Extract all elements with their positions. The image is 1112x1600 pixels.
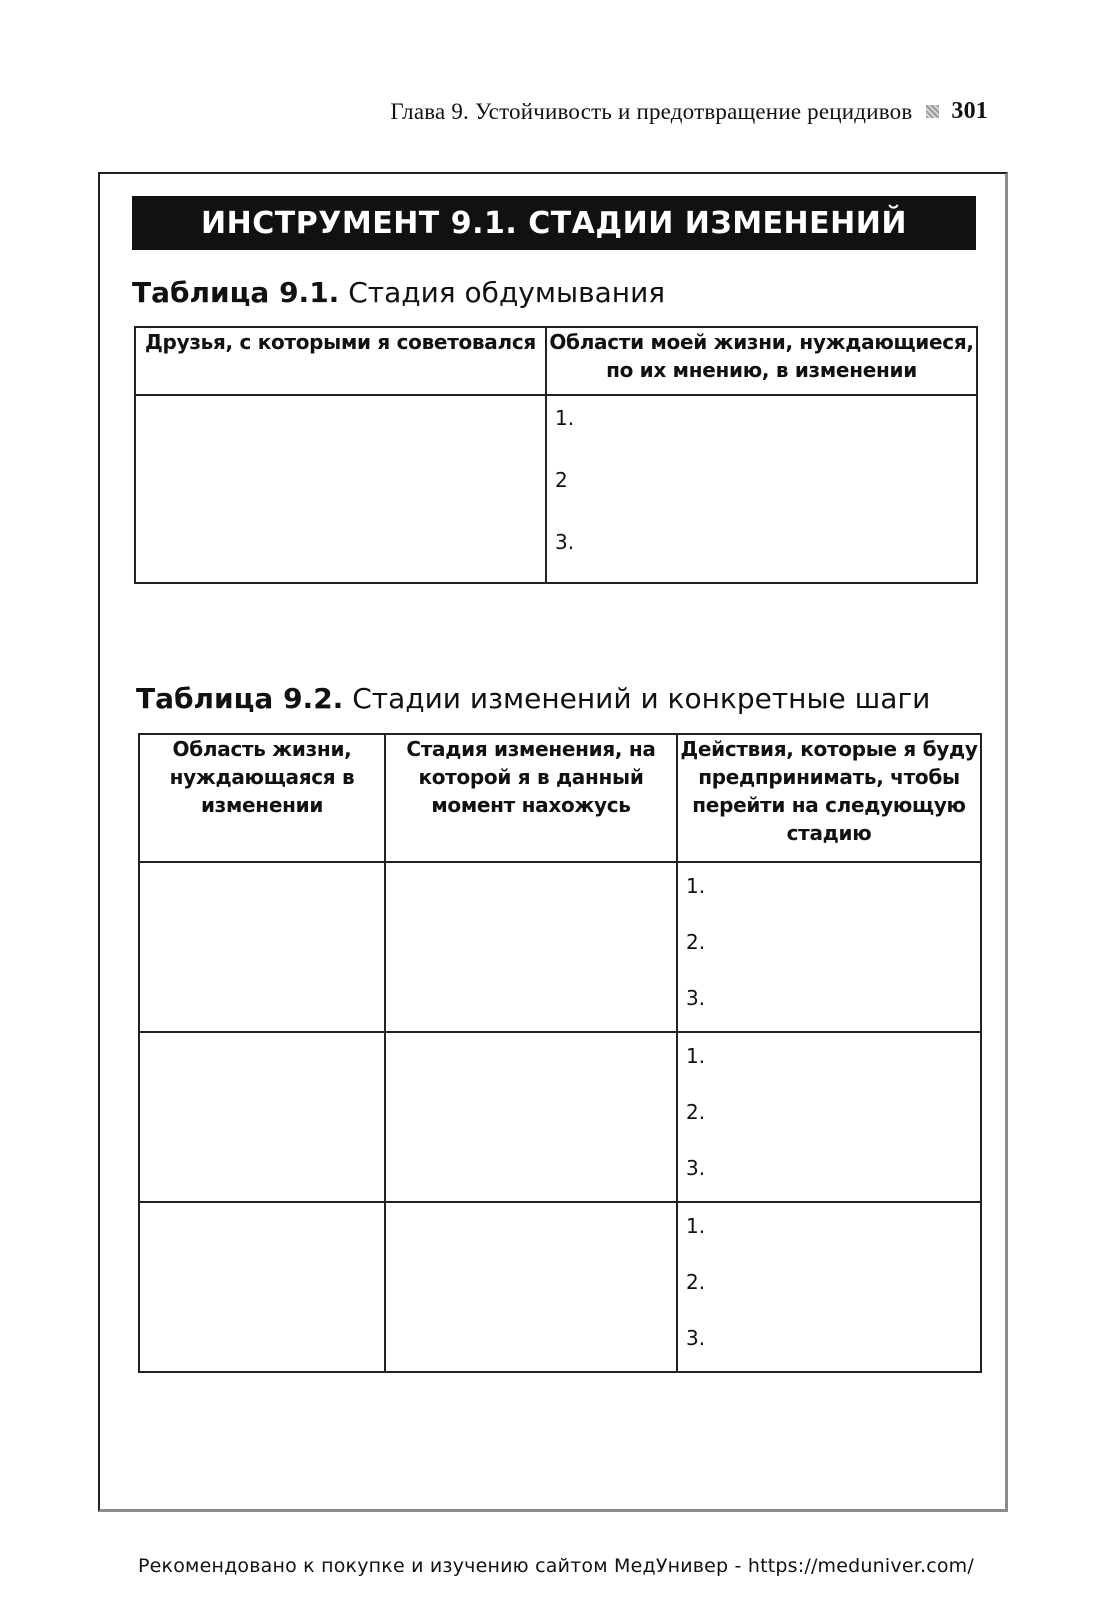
table-row (139, 1032, 981, 1202)
table2-caption (136, 682, 930, 715)
numbered-list (678, 1033, 980, 1201)
table1-caption-text: Стадия обдумывания (348, 276, 666, 309)
table-row (139, 862, 981, 1032)
list-item: 1. (686, 1044, 706, 1068)
table2-area-cell[interactable] (139, 1032, 385, 1202)
table1-areas-cell[interactable] (546, 395, 977, 583)
table2-caption-text: Стадии изменений и конкретные шаги (352, 682, 931, 715)
table1-caption (132, 276, 665, 309)
list-item: 1. (686, 874, 706, 898)
list-item: 3. (686, 1326, 706, 1350)
list-item: 3. (686, 1156, 706, 1180)
table2-area-cell[interactable] (139, 862, 385, 1032)
running-header (390, 98, 988, 125)
table2-actions-cell[interactable] (677, 862, 981, 1032)
footer-note: Рекомендовано к покупке и изучению сайтом МедУнивер - https://meduniver.com/ (138, 1555, 974, 1577)
list-item: 2 (555, 468, 568, 492)
numbered-list (547, 396, 976, 582)
table1-friends-cell[interactable] (135, 395, 546, 583)
table2-actions-cell[interactable] (677, 1032, 981, 1202)
table1-caption-label: Таблица 9.1. (132, 276, 340, 309)
page-number: 301 (951, 98, 988, 124)
list-item: 1. (686, 1214, 706, 1238)
list-item: 1. (555, 406, 575, 430)
tool-banner: ИНСТРУМЕНТ 9.1. СТАДИИ ИЗМЕНЕНИЙ (132, 196, 976, 250)
table1-header-friends: Друзья, с которыми я советовался (135, 327, 546, 395)
table2-header-area: Область жизни, нуждающаяся в изменении (139, 734, 385, 862)
list-item: 3. (686, 986, 706, 1010)
numbered-list (678, 863, 980, 1031)
list-item: 2. (686, 930, 706, 954)
table2-actions-cell[interactable] (677, 1202, 981, 1372)
table2 (138, 733, 982, 1373)
table2-stage-cell[interactable] (385, 862, 677, 1032)
table2-stage-cell[interactable] (385, 1032, 677, 1202)
list-item: 3. (555, 530, 575, 554)
table-row (139, 1202, 981, 1372)
list-item: 2. (686, 1270, 706, 1294)
table2-header-row (139, 734, 981, 862)
table2-header-actions: Действия, которые я буду предпринимать, чтобы перейти на следующую стадию (677, 734, 981, 862)
table2-caption-label: Таблица 9.2. (136, 682, 344, 715)
square-marker-icon (926, 105, 939, 118)
table2-header-stage: Стадия изменения, на которой я в данный момент нахожусь (385, 734, 677, 862)
table1 (134, 326, 978, 584)
numbered-list (678, 1203, 980, 1371)
table2-area-cell[interactable] (139, 1202, 385, 1372)
list-item: 2. (686, 1100, 706, 1124)
table2-stage-cell[interactable] (385, 1202, 677, 1372)
table1-header-row (135, 327, 977, 395)
table1-header-areas: Области моей жизни, нуждающиеся, по их мнению, в изменении (546, 327, 977, 395)
running-title: Глава 9. Устойчивость и предотвращение рецидивов (390, 98, 913, 124)
table-row (135, 395, 977, 583)
